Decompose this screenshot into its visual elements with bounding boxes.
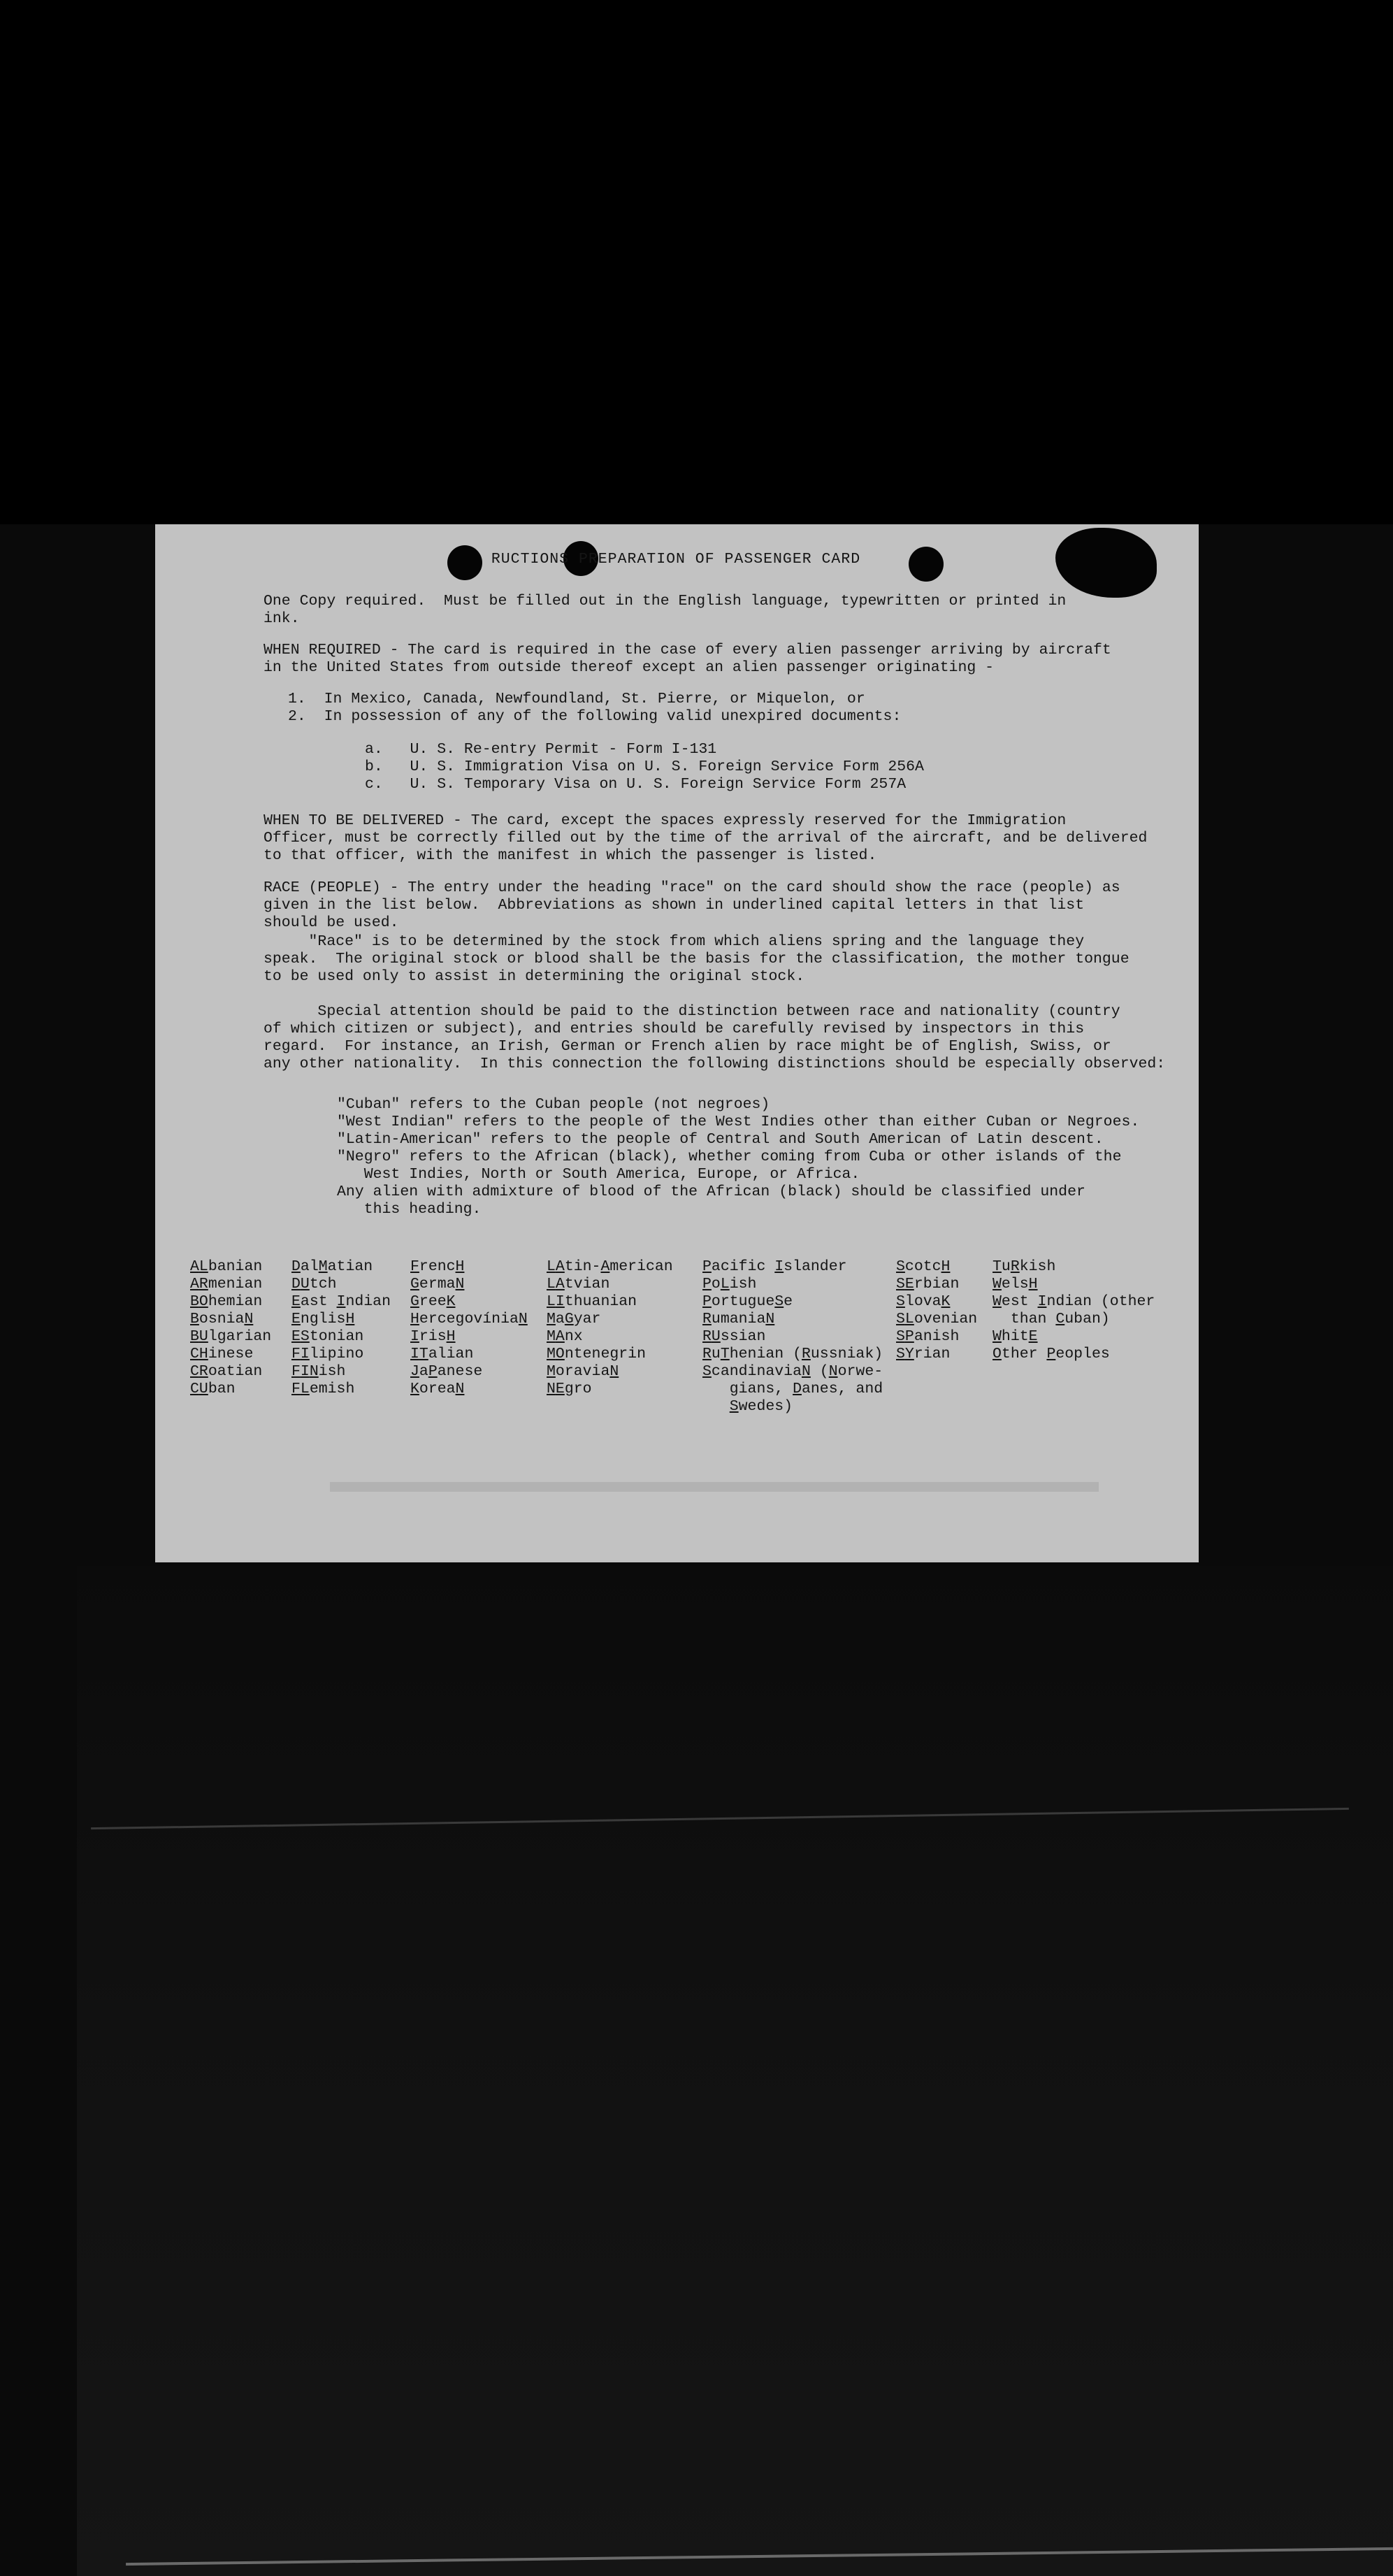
race-item: RumaniaN [702,1311,775,1327]
race-item: PortugueSe [702,1293,793,1310]
race-item: Swedes) [729,1398,793,1415]
race-item: MoraviaN [547,1363,619,1380]
race-item: BUlgarian [190,1328,272,1345]
special-attention-text: Special attention should be paid to the distinction between race and nationality (country of which citizen or subject), and entries should be carefully revised by inspectors in this regard. For instance, an Irish, German or French alien by race might be of English, Swiss, or any other nationality. In this connection the following distinctions should be especially observed: [264,1003,1166,1072]
race-column [410,1258,528,1398]
race-item: ScandinaviaN (Norwe- [702,1363,883,1380]
race-item: JaPanese [410,1363,483,1380]
race-item: CUban [190,1381,236,1397]
race-item: WelsH [993,1276,1038,1293]
document-item: b. U. S. Immigration Visa on U. S. Foreign Service Form 256A [365,758,924,775]
race-item: BOhemian [190,1293,263,1310]
race-item: CRoatian [190,1363,263,1380]
race-column [291,1258,391,1398]
race-item: RuThenian (Russniak) [702,1346,883,1362]
race-item: DalMatian [291,1258,373,1275]
race-item: RUssian [702,1328,766,1345]
race-item: East Indian [291,1293,391,1310]
race-item: SLovenian [896,1311,978,1327]
race-definition-text: "Race" is to be determined by the stock from which aliens spring and the language they speak. The original stock or blood shall be the basis for the classification, the mother tongue to be used only to assist in determining the original stock. [264,933,1129,985]
faint-footer-text [330,1482,1099,1492]
distinctions-list: "Cuban" refers to the Cuban people (not negroes) "West Indian" refers to the people of the West Indies other than either Cuban or Negroes. "Latin-American" refers to the people of Central and South American of Latin descent. "Negro" refers to the African (black), whether coming from Cuba or other islands of the West Indies, North or South America, Europe, or Africa. Any alien with admixture of blood of the African (black) should be classified under this heading. [337,1096,1140,1218]
punch-hole [909,547,944,582]
race-item: EnglisH [291,1311,355,1327]
race-item: LIthuanian [547,1293,637,1310]
race-column [547,1258,673,1398]
race-item: MaGyar [547,1311,601,1327]
race-item: SErbian [896,1276,960,1293]
race-item: IrisH [410,1328,456,1345]
race-item: gians, Danes, and [729,1381,883,1397]
when-required-text: WHEN REQUIRED - The card is required in the case of every alien passenger arriving by aircraft in the United States from outside thereof except an alien passenger originating - [264,642,1111,676]
race-item: Pacific Islander [702,1258,847,1275]
race-text: RACE (PEOPLE) - The entry under the heading "race" on the card should show the race (people) as given in the list below. Abbreviations as shown in underlined capital letters in that list should be used. [264,879,1120,931]
page-title: RUCTIONS PREPARATION OF PASSENGER CARD [491,551,861,568]
race-item: FINish [291,1363,346,1380]
race-item: WhitE [993,1328,1038,1345]
race-item: SPanish [896,1328,960,1345]
race-item: KoreaN [410,1381,465,1397]
race-item: GermaN [410,1276,465,1293]
race-item: FrencH [410,1258,465,1275]
race-item: than Cuban) [1010,1311,1110,1327]
race-item: ITalian [410,1346,474,1362]
document-item: c. U. S. Temporary Visa on U. S. Foreign Service Form 257A [365,776,907,793]
race-column [896,1258,977,1363]
race-item: Other Peoples [993,1346,1110,1362]
race-column [190,1258,271,1398]
race-item: TuRkish [993,1258,1056,1275]
race-item: West Indian (other [993,1293,1155,1310]
numbered-item: 2. In possession of any of the following valid unexpired documents: [288,708,902,725]
document-item: a. U. S. Re-entry Permit - Form I-131 [365,741,717,758]
race-item: PoLish [702,1276,757,1293]
race-column [993,1258,1155,1363]
race-item: ScotcH [896,1258,951,1275]
race-item: NEgro [547,1381,592,1397]
race-item: CHinese [190,1346,254,1362]
race-item: LAtvian [547,1276,610,1293]
race-item: ALbanian [190,1258,263,1275]
race-item: ARmenian [190,1276,263,1293]
race-item: HercegovíniaN [410,1311,528,1327]
race-item: FLemish [291,1381,355,1397]
when-delivered-text: WHEN TO BE DELIVERED - The card, except the spaces expressly reserved for the Immigration Officer, must be correctly filled out by the time of the arrival of the aircraft, and be delivered to that officer, with the manifest in which the passenger is listed. [264,812,1148,864]
race-item: BosniaN [190,1311,254,1327]
race-item: SlovaK [896,1293,951,1310]
film-background-top [0,0,1393,524]
race-item: MAnx [547,1328,583,1345]
race-column [702,1258,883,1416]
intro-text: One Copy required. Must be filled out in the English language, typewritten or printed in ink. [264,593,1067,627]
numbered-item: 1. In Mexico, Canada, Newfoundland, St. Pierre, or Miquelon, or [288,691,865,707]
race-item: FIlipino [291,1346,364,1362]
race-item: EStonian [291,1328,364,1345]
film-background-bottom [77,1566,1393,2576]
race-item: GreeK [410,1293,456,1310]
race-item: DUtch [291,1276,337,1293]
ink-blot [1055,528,1157,598]
race-item: MOntenegrin [547,1346,646,1362]
race-item: SYrian [896,1346,951,1362]
race-item: LAtin-American [547,1258,673,1275]
document-page [155,524,1199,1562]
